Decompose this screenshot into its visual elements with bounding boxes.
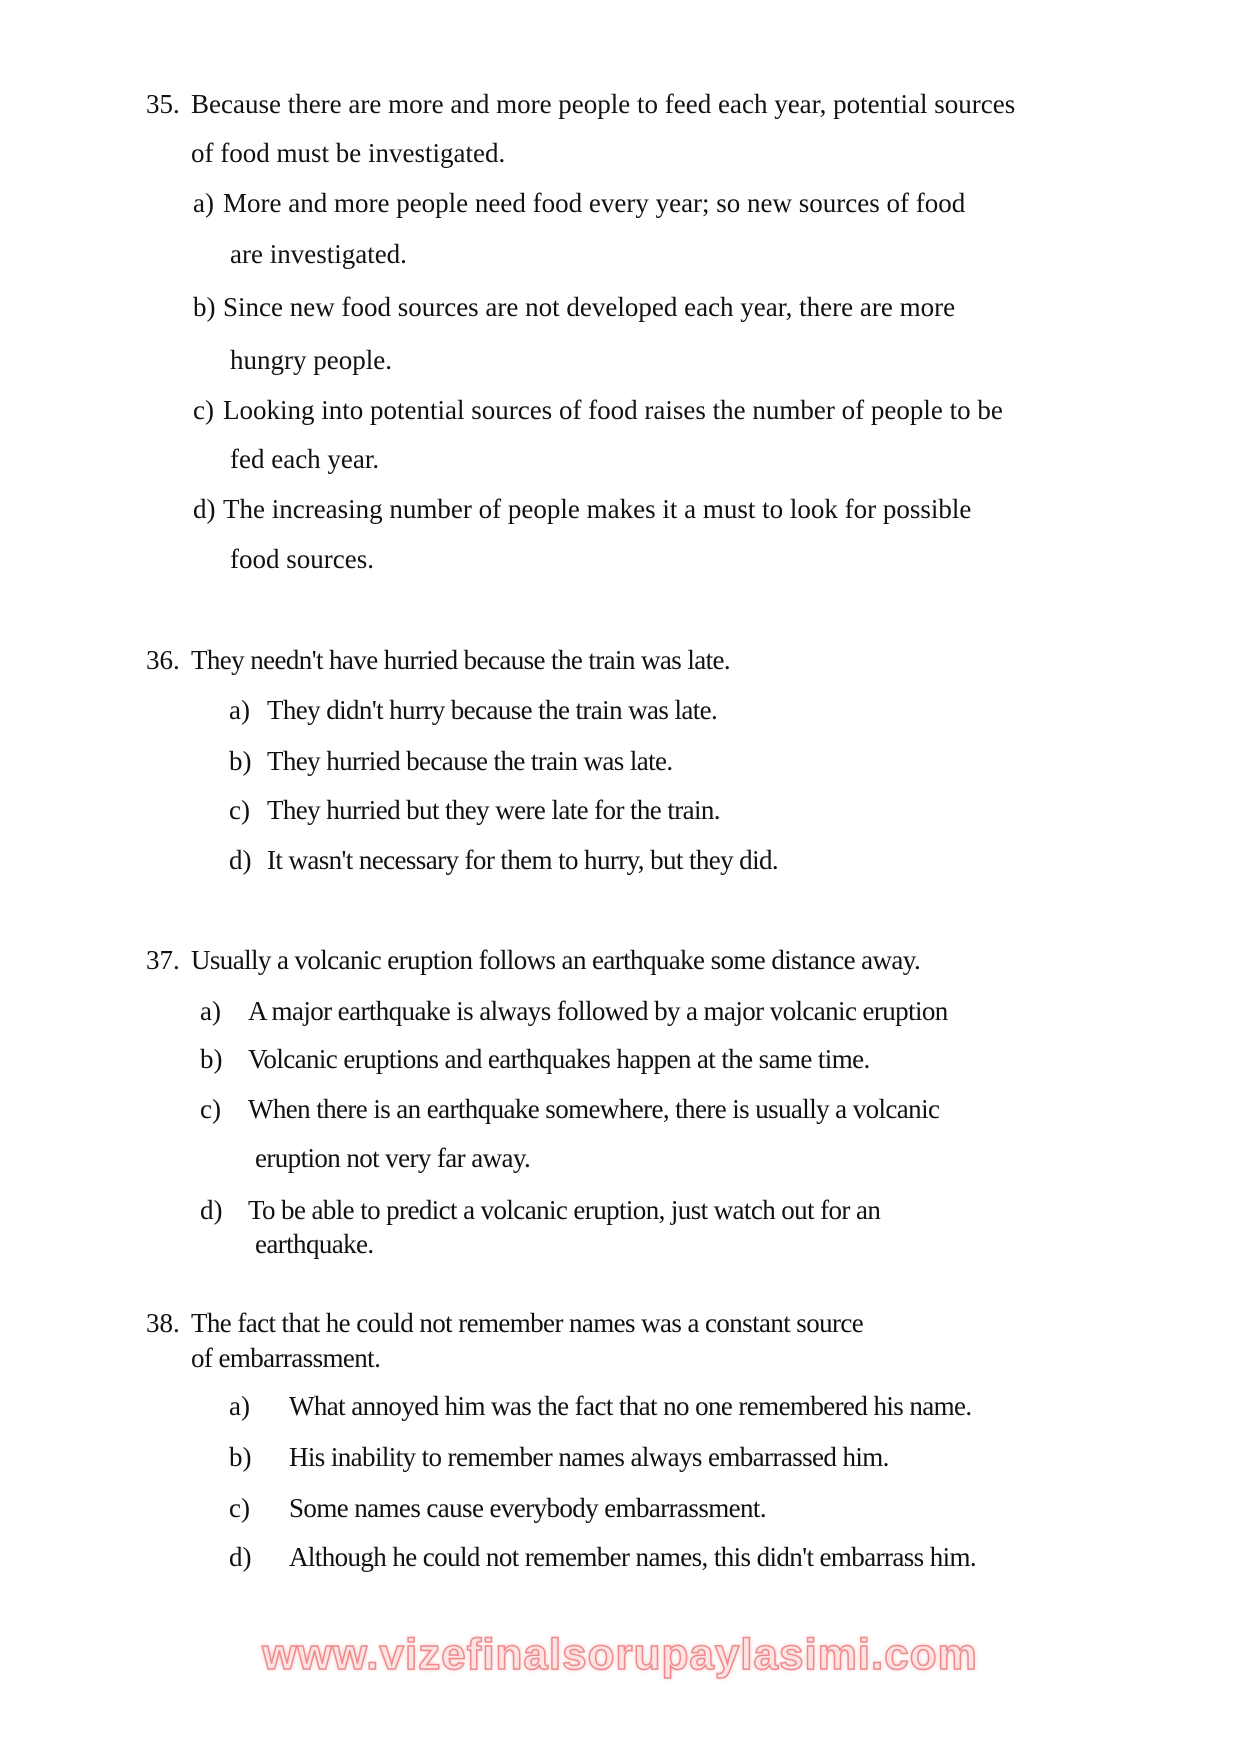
option-label: a) bbox=[229, 1391, 250, 1421]
option-text: Since new food sources are not developed each year, there are more bbox=[223, 292, 956, 322]
option-label: c) bbox=[193, 395, 214, 425]
option-text: food sources. bbox=[230, 544, 374, 574]
option-label: c) bbox=[229, 1493, 250, 1523]
option-text: To be able to predict a volcanic eruption, just watch out for an bbox=[248, 1195, 881, 1225]
option-text: They hurried but they were late for the train. bbox=[267, 795, 720, 825]
option-text: More and more people need food every year; so new sources of food bbox=[223, 188, 966, 218]
option-text: Volcanic eruptions and earthquakes happen at the same time. bbox=[248, 1044, 870, 1074]
option-text: hungry people. bbox=[230, 345, 392, 375]
option-text: Although he could not remember names, this didn't embarrass him. bbox=[289, 1542, 977, 1572]
option-text: What annoyed him was the fact that no one remembered his name. bbox=[289, 1391, 972, 1421]
watermark: www.vizefinalsorupaylasimi.com bbox=[262, 1630, 978, 1679]
question-stem-line: of embarrassment. bbox=[191, 1343, 381, 1373]
option-label: c) bbox=[229, 795, 250, 825]
option-text: The increasing number of people makes it a must to look for possible bbox=[223, 494, 972, 524]
option-label: d) bbox=[200, 1195, 223, 1225]
option-label: b) bbox=[200, 1044, 223, 1074]
option-text: It wasn't necessary for them to hurry, but they did. bbox=[267, 845, 779, 875]
option-label: b) bbox=[193, 292, 216, 322]
option-text: are investigated. bbox=[230, 239, 407, 269]
question-number: 35. bbox=[146, 89, 180, 119]
question-number: 36. bbox=[146, 645, 180, 675]
question-stem-line: The fact that he could not remember names was a constant source bbox=[191, 1308, 864, 1338]
option-label: d) bbox=[193, 494, 216, 524]
option-label: a) bbox=[193, 188, 214, 218]
option-text: When there is an earthquake somewhere, there is usually a volcanic bbox=[248, 1094, 940, 1124]
option-text: They hurried because the train was late. bbox=[267, 746, 673, 776]
question-stem-line: of food must be investigated. bbox=[191, 138, 506, 168]
option-label: d) bbox=[229, 1542, 252, 1572]
option-label: a) bbox=[229, 695, 250, 725]
question-stem-line: They needn't have hurried because the train was late. bbox=[191, 645, 731, 675]
option-label: b) bbox=[229, 746, 252, 776]
option-text: Some names cause everybody embarrassment. bbox=[289, 1493, 766, 1523]
question-stem-line: Because there are more and more people to feed each year, potential sources bbox=[191, 89, 1016, 119]
option-label: c) bbox=[200, 1094, 221, 1124]
option-text: Looking into potential sources of food raises the number of people to be bbox=[223, 395, 1003, 425]
option-label: a) bbox=[200, 996, 221, 1026]
option-text: eruption not very far away. bbox=[255, 1143, 531, 1173]
option-text: fed each year. bbox=[230, 444, 380, 474]
option-text: A major earthquake is always followed by a major volcanic eruption bbox=[248, 996, 948, 1026]
option-text: His inability to remember names always embarrassed him. bbox=[289, 1442, 889, 1472]
option-text: earthquake. bbox=[255, 1229, 374, 1259]
option-text: They didn't hurry because the train was late. bbox=[267, 695, 718, 725]
question-stem-line: Usually a volcanic eruption follows an earthquake some distance away. bbox=[191, 945, 921, 975]
question-number: 37. bbox=[146, 945, 180, 975]
question-number: 38. bbox=[146, 1308, 180, 1338]
option-label: d) bbox=[229, 845, 252, 875]
option-label: b) bbox=[229, 1442, 252, 1472]
